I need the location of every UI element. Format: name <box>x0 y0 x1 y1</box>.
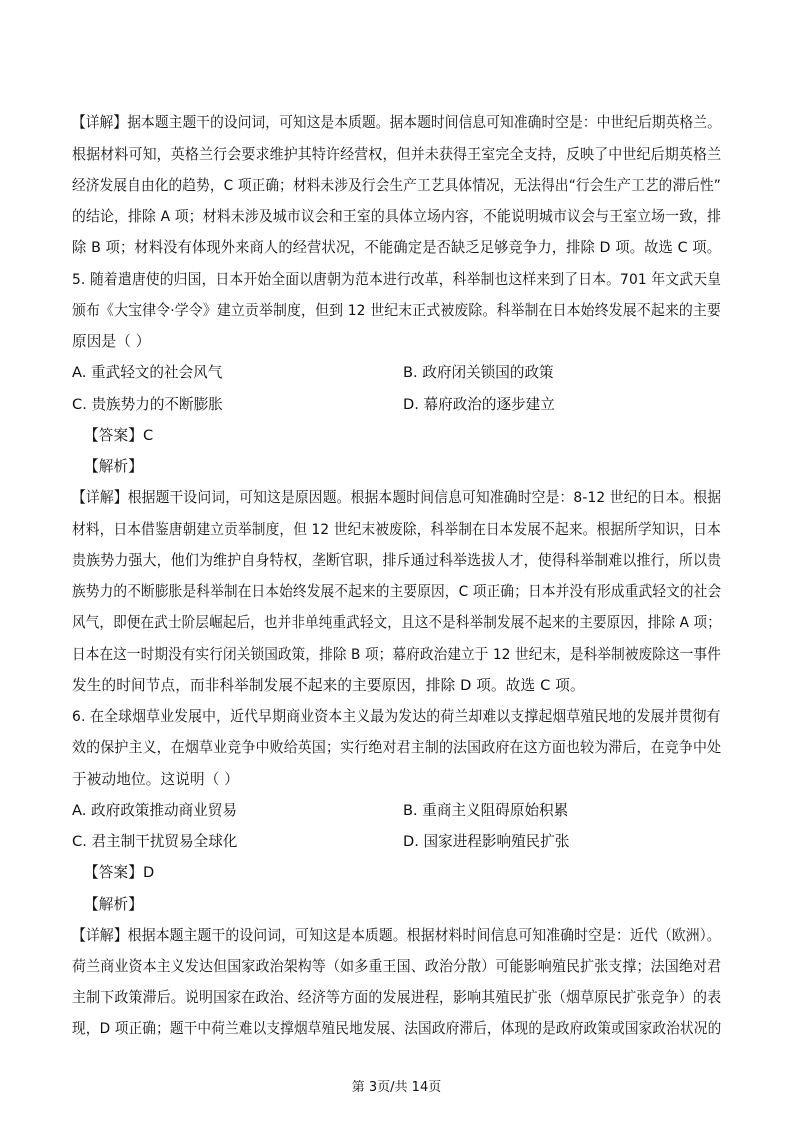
option-c: C. 贵族势力的不断膨胀 <box>72 396 223 413</box>
analysis-label: 【解析】 <box>84 458 143 475</box>
question-stem: 6. 在全球烟草业发展中，近代早期商业资本主义最为发达的荷兰却难以支撑起烟草殖民地的发展并贯彻有 <box>72 708 721 725</box>
option-b: B. 重商主义阻碍原始积累 <box>403 802 569 819</box>
text-line: 日本在这一时期没有实行闭关锁国政策，排除 B 项；幕府政治建立于 12 世纪末，是科举制被废除这一事件 <box>72 646 721 663</box>
option-a: A. 重武轻文的社会风气 <box>72 364 223 381</box>
text-line: 荷兰商业资本主义发达但国家政治架构等（如多重王国、政治分散）可能影响殖民扩张支撑；法国绝对君 <box>72 958 722 975</box>
question-stem: 于被动地位。这说明（ ） <box>72 771 239 788</box>
question-stem: 颁布《大宝律令·学令》建立贡举制度，但到 12 世纪末正式被废除。科举制在日本始终发展不起来的主要 <box>72 302 721 319</box>
text-line: 经济发展自由化的趋势，C 项正确；材料未涉及行会生产工艺具体情况，无法得出“行会生产工艺的滞后性” <box>72 177 722 194</box>
text-line: 【详解】据本题主题干的设问词，可知这是本质题。据本题时间信息可知准确时空是：中世纪后期英格兰。 <box>72 114 721 131</box>
text-line: 现，D 项正确；题干中荷兰难以支撑烟草殖民地发展、法国政府滞后，体现的是政府政策或国家政治状况的 <box>72 1020 722 1037</box>
text-line: 族势力的不断膨胀是科举制在日本始终发展不起来的主要原因，C 项正确；日本并没有形成重武轻文的社会 <box>72 583 722 600</box>
text-line: 【详解】根据本题主题干的设问词，可知这是本质题。根据材料时间信息可知准确时空是：近代（欧洲）。 <box>72 927 721 944</box>
text-line: 除 B 项；材料没有体现外来商人的经营状况，不能确定是否缺乏足够竞争力，排除 D 项。故选 C 项。 <box>72 239 722 256</box>
option-c: C. 君主制干扰贸易全球化 <box>72 833 238 850</box>
option-d: D. 幕府政治的逐步建立 <box>403 396 555 413</box>
question-stem: 效的保护主义，在烟草业竞争中败给英国；实行绝对君主制的法国政府在这方面也较为滞后，在竞争中处 <box>72 739 722 756</box>
text-line: 主制下政策滞后。说明国家在政治、经济等方面的发展进程，影响其殖民扩张（烟草原民扩张竞争）的表 <box>72 989 722 1006</box>
text-line: 发生的时间节点，而非科举制发展不起来的主要原因，排除 D 项。故选 C 项。 <box>72 677 585 694</box>
answer: 【答案】D <box>84 864 155 881</box>
text-line: 材料，日本借鉴唐朝建立贡举制度，但 12 世纪末被废除，科举制在日本发展不起来。根据所学知识，日本 <box>72 521 721 538</box>
text-line: 【详解】根据题干设问词，可知这是原因题。根据本题时间信息可知准确时空是：8-12 世纪的日本。根据 <box>72 489 722 506</box>
option-d: D. 国家进程影响殖民扩张 <box>403 833 570 850</box>
analysis-label: 【解析】 <box>84 896 143 913</box>
answer: 【答案】C <box>84 427 154 444</box>
question-stem: 原因是（ ） <box>72 333 151 350</box>
question-stem: 5. 随着遣唐使的归国，日本开始全面以唐朝为范本进行改革，科举制也这样来到了日本。701 年文武天皇 <box>72 271 722 288</box>
text-line: 根据材料可知，英格兰行会要求维护其特许经营权，但并未获得王室完全支持，反映了中世纪后期英格兰 <box>72 146 722 163</box>
option-b: B. 政府闭关锁国的政策 <box>403 364 554 381</box>
page-footer: 第 3页/共 14页 <box>351 1080 442 1095</box>
text-line: 贵族势力强大，他们为维护自身特权，垄断官职，排斥通过科举选拔人才，使得科举制难以推行，所以贵 <box>72 552 722 569</box>
text-line: 的结论，排除 A 项；材料未涉及城市议会和王室的具体立场内容，不能说明城市议会与王室立场一致，排 <box>72 208 722 225</box>
text-line: 风气，即便在武士阶层崛起后，也并非单纯重武轻文，且这不是科举制发展不起来的主要原因，排除 A 项； <box>72 614 721 631</box>
option-a: A. 政府政策推动商业贸易 <box>72 802 237 819</box>
